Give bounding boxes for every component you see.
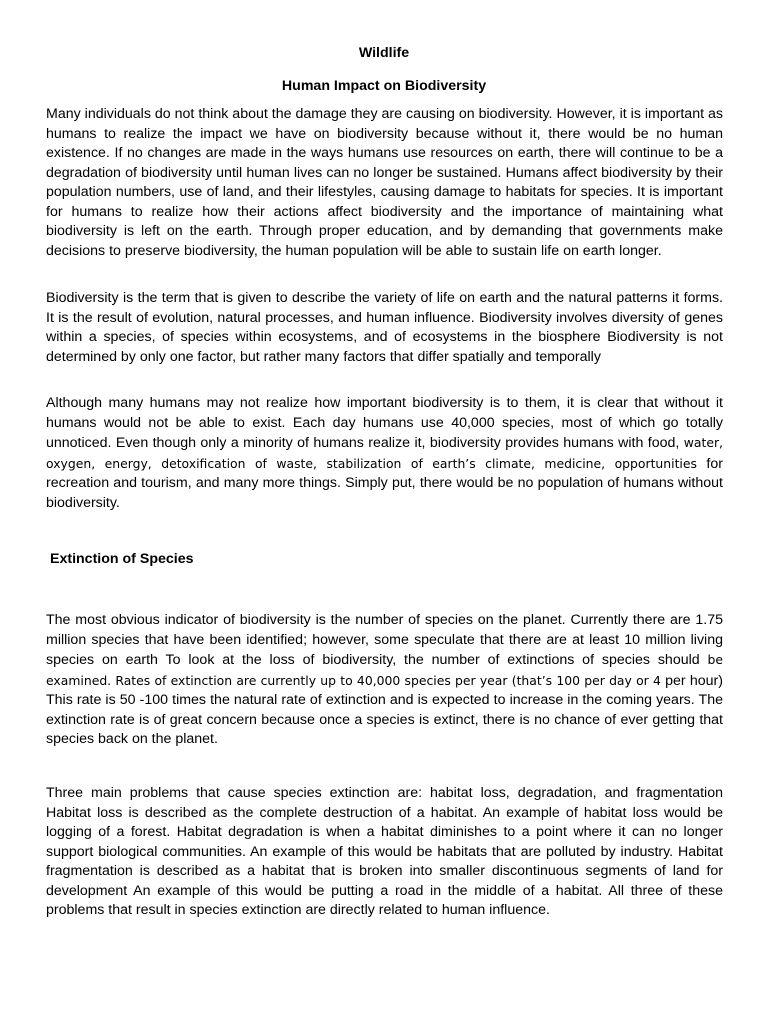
section-heading-extinction: Extinction of Species	[50, 551, 194, 567]
paragraph-extinction-rate-part-1: The most obvious indicator of biodiversity is the number of species on the planet. Currently there are 1.75 million species that have been identified; however, some speculate that there are at least 10 million living species on earth To look at the loss of biodiversity, the number of extinctions of species should	[46, 612, 723, 668]
paragraph-definition: Biodiversity is the term that is given to describe the variety of life on earth and the natural patterns it forms. It is the result of evolution, natural processes, and human influence. Biodiversity involves diversity of genes within a species, of species within ecosystems, and of ecosystems in the biosphere Biodiversity is not determined by only one factor, but rather many factors that differ spatially and temporally	[46, 290, 723, 365]
paragraph-extinction-rate-part-2: be examined. Rates of extinction are currently up to 40,000 species per year (that’s 100 per day or 4	[46, 652, 723, 688]
paragraph-importance-part-2: water, oxygen, energy, detoxification of waste, stabilization of earth’s climate, medicine, opportunities	[46, 435, 723, 471]
paragraph-extinction-rate	[46, 611, 723, 750]
paragraph-importance	[46, 394, 723, 513]
document-subtitle: Human Impact on Biodiversity	[281, 78, 487, 94]
paragraph-extinction-rate-part-3: per hour) This rate is 50 -100 times the natural rate of extinction and is expected to increase in the coming years. The extinction rate is of great concern because once a species is extinct, there is no chance of ever getting that species back on the planet.	[46, 672, 723, 747]
paragraph-habitat-problems: Three main problems that cause species extinction are: habitat loss, degradation, and fragmentation Habitat loss is described as the complete destruction of a habitat. An example of habitat loss would be logging of a forest. Habitat degradation is when a habitat diminishes to a point where it can no longer support biological communities. An example of this would be habitats that are polluted by industry. Habitat fragmentation is described as a habitat that is broken into smaller discontinuous segments of land for development An example of this would be putting a road in the middle of a habitat. All three of these problems that result in species extinction are directly related to human influence.	[46, 785, 723, 918]
document-title: Wildlife	[358, 45, 410, 61]
paragraph-importance-part-3: for recreation and tourism, and many more things. Simply put, there would be no population of humans without biodiversity.	[46, 455, 723, 511]
paragraph-importance-part-1: Although many humans may not realize how important biodiversity is to them, it is clear that without it humans would not be able to exist. Each day humans use 40,000 species, most of which go totally unnoticed. Even though only a minority of humans realize it, biodiversity provides humans with food,	[46, 395, 723, 451]
paragraph-intro: Many individuals do not think about the damage they are causing on biodiversity. However, it is important as humans to realize the impact we have on biodiversity because without it, there would be no human existence. If no changes are made in the ways humans use resources on earth, there will continue to be a degradation of biodiversity until human lives can no longer be sustained. Humans affect biodiversity by their population numbers, use of land, and their lifestyles, causing damage to habitats for species. It is important for humans to realize how their actions affect biodiversity and the importance of maintaining what biodiversity is left on the earth. Through proper education, and by demanding that governments make decisions to preserve biodiversity, the human population will be able to sustain life on earth longer.	[46, 106, 723, 259]
